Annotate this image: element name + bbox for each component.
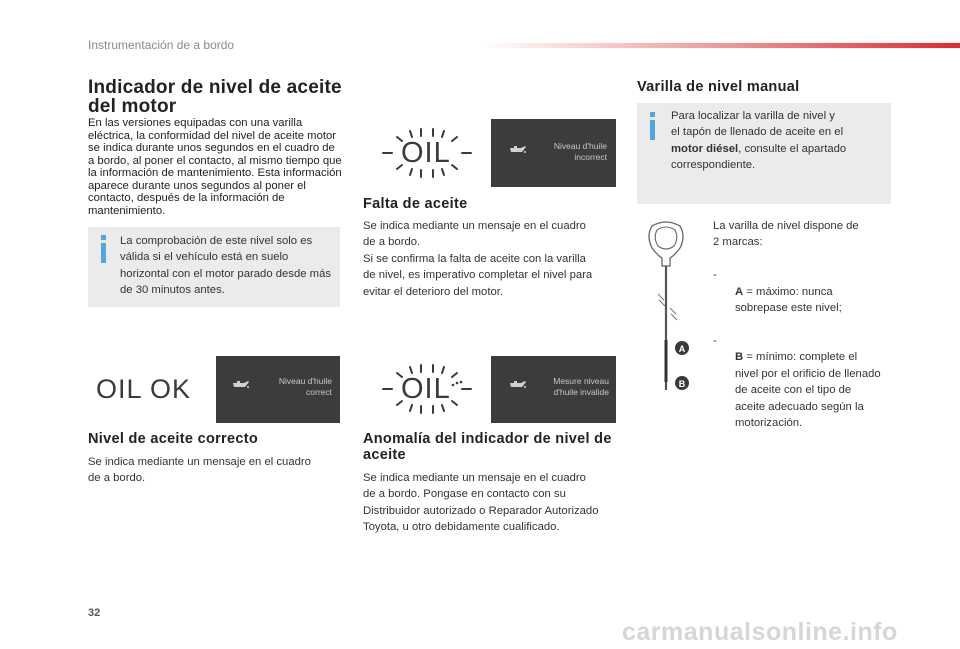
list-item	[713, 267, 898, 316]
mark-description: = máximo: nunca sobrepase este nivel;	[735, 285, 842, 315]
section-title-manual-dipstick: Varilla de nivel manual	[637, 79, 800, 95]
mark-a-label: A	[678, 344, 686, 354]
page-number: 32	[88, 607, 101, 619]
oil-ok-display-panel	[88, 356, 340, 423]
info-box-check-conditions	[88, 227, 340, 307]
oil-can-icon	[509, 380, 527, 390]
info-text-part: , consulte el apartado correspondiente.	[671, 142, 847, 172]
oil-fault-display-text: OIL	[401, 373, 451, 405]
info-text-check-conditions: La comprobación de este nivel solo es válida si el vehículo está en suelo horizontal con el motor parado desde más de 30 minutos antes.	[120, 235, 331, 297]
oil-can-icon	[232, 380, 250, 390]
oil-level-intro-text: En las versiones equipadas con una varilla eléctrica, la conformidad del nivel de aceite motor se indica durante unos segundos en el cuadro de a bordo, al poner el contacto, al mismo tiempo que la información de mantenimiento. Esta información aparece durante unos segundos al poner el contacto, después de la información de mantenimiento.	[88, 117, 342, 217]
section-title-oil-level-indicator: Indicador de nivel de aceite del motor	[88, 77, 342, 117]
list-dash: -	[713, 269, 717, 282]
mark-description: = mínimo: complete el nivel por el orificio de llenado de aceite con el tipo de aceite adecuado según la motorización.	[735, 351, 881, 430]
oil-fault-display-panel	[363, 356, 616, 423]
dipstick-marks-intro: La varilla de nivel dispone de 2 marcas:	[713, 220, 859, 249]
section-title-oil-fault: Anomalía del indicador de nivel de aceite	[363, 431, 612, 463]
info-box-dipstick-location	[637, 103, 891, 204]
watermark: carmanualsonline.info	[622, 618, 898, 646]
oil-low-display-panel	[363, 119, 616, 187]
oil-fault-text: Se indica mediante un mensaje en el cuadro de a bordo. Pongase en contacto con su Distribuidor autorizado o Reparador Autorizado Toyota, u otro debidamente cualificado.	[363, 472, 599, 534]
list-item	[713, 333, 898, 431]
oil-ok-message: Niveau d'huile correct	[278, 376, 332, 397]
info-text-dipstick-location	[671, 108, 887, 174]
section-title-oil-ok: Nivel de aceite correcto	[88, 431, 258, 447]
header-accent-bar	[480, 43, 960, 48]
running-header: Instrumentación de a bordo	[88, 38, 235, 52]
oil-fault-message: Mesure niveau d'huile invalide	[553, 376, 609, 397]
oil-ok-text: Se indica mediante un mensaje en el cuadro de a bordo.	[88, 456, 311, 485]
mark-b-label: B	[678, 379, 686, 389]
dipstick-marks-list	[713, 251, 898, 448]
mark-letter: B	[735, 351, 744, 364]
info-text-bold: motor diésel	[671, 142, 739, 155]
oil-ok-display-text: OIL OK	[96, 374, 192, 404]
oil-low-display-text: OIL	[401, 137, 451, 169]
info-icon	[650, 112, 655, 140]
list-dash: -	[713, 335, 717, 348]
section-title-oil-low: Falta de aceite	[363, 196, 468, 212]
mark-letter: A	[735, 285, 744, 298]
info-icon	[101, 235, 106, 263]
info-text-part: Para localizar la varilla de nivel y el tapón de llenado de aceite en el	[671, 110, 844, 139]
oil-can-icon	[509, 145, 527, 155]
oil-low-text: Se indica mediante un mensaje en el cuadro de a bordo. Si se confirma la falta de aceite con la varilla de nivel, es imperativo completar el nivel para evitar el deterioro del motor.	[363, 220, 593, 298]
dipstick-illustration	[636, 218, 696, 398]
oil-low-message: Niveau d'huile incorrect	[553, 141, 607, 162]
